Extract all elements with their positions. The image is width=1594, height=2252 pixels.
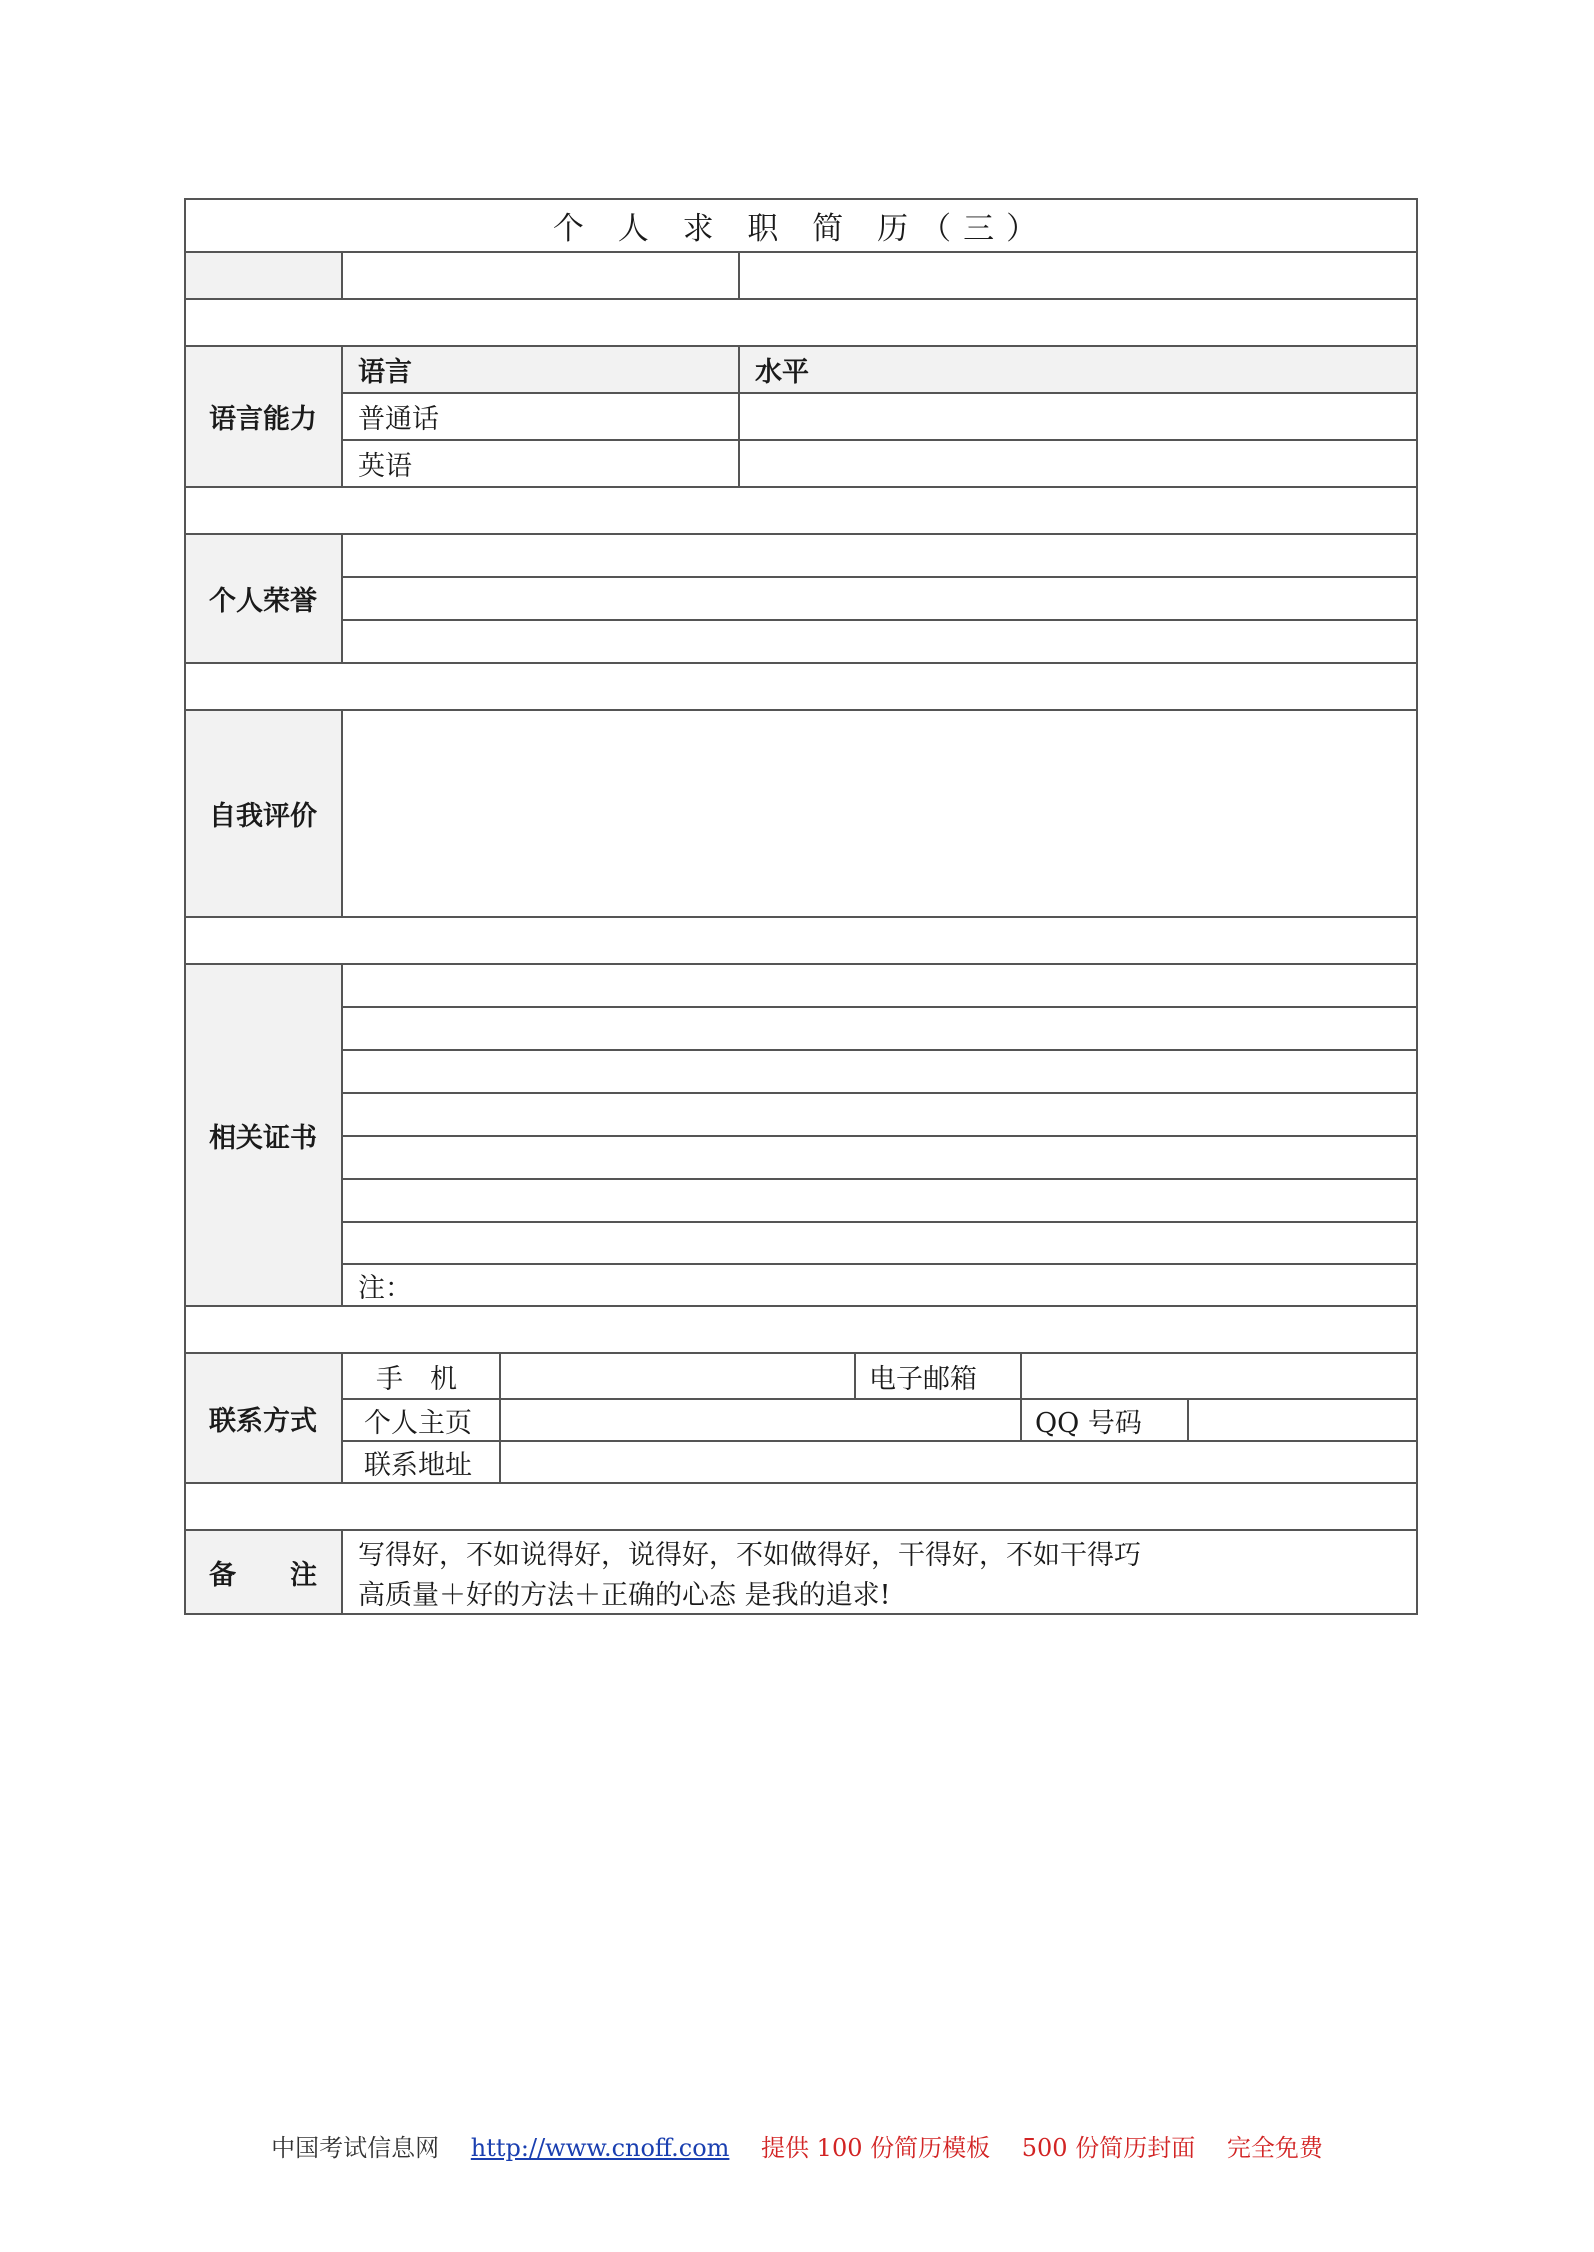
qq-label: QQ 号码: [1035, 1407, 1142, 1439]
language-column-header: 语言: [342, 346, 739, 393]
footer-promo-covers: 500 份简历封面: [1021, 2134, 1196, 2162]
footer-url-link[interactable]: http://www.cnoff.com: [470, 2134, 730, 2162]
language-row-mandarin: 普通话: [358, 404, 439, 435]
footer: [0, 2128, 1594, 2163]
email-label: 电子邮箱: [869, 1363, 977, 1395]
address-label: 联系地址: [364, 1449, 472, 1481]
language-section-label: 语言能力: [184, 346, 342, 487]
footer-promo-templates: 提供 100 份简历模板: [761, 2134, 991, 2162]
resume-table: [184, 198, 1418, 1615]
level-column-header: 水平: [739, 346, 1418, 393]
contact-section-label: 联系方式: [184, 1353, 342, 1483]
footer-site-name: 中国考试信息网: [271, 2134, 440, 2162]
language-row-english: 英语: [358, 451, 412, 482]
homepage-label: 个人主页: [364, 1407, 472, 1439]
self-evaluation-section-label: 自我评价: [184, 710, 342, 917]
page-title: 个 人 求 职 简 历（三）: [552, 210, 1050, 247]
remarks-section-label: 备 注: [184, 1530, 342, 1615]
footer-promo-free: 完全免费: [1226, 2134, 1323, 2162]
phone-label: 手 机: [376, 1363, 457, 1395]
table-border: [184, 198, 1418, 1615]
honors-section-label: 个人荣誉: [184, 534, 342, 663]
remarks-line-2: 高质量＋好的方法＋正确的心态 是我的追求!: [358, 1580, 891, 1611]
certificates-note: 注：: [358, 1272, 412, 1304]
certificates-section-label: 相关证书: [184, 964, 342, 1306]
remarks-line-1: 写得好，不如说得好，说得好，不如做得好，干得好，不如干得巧: [358, 1540, 1141, 1571]
